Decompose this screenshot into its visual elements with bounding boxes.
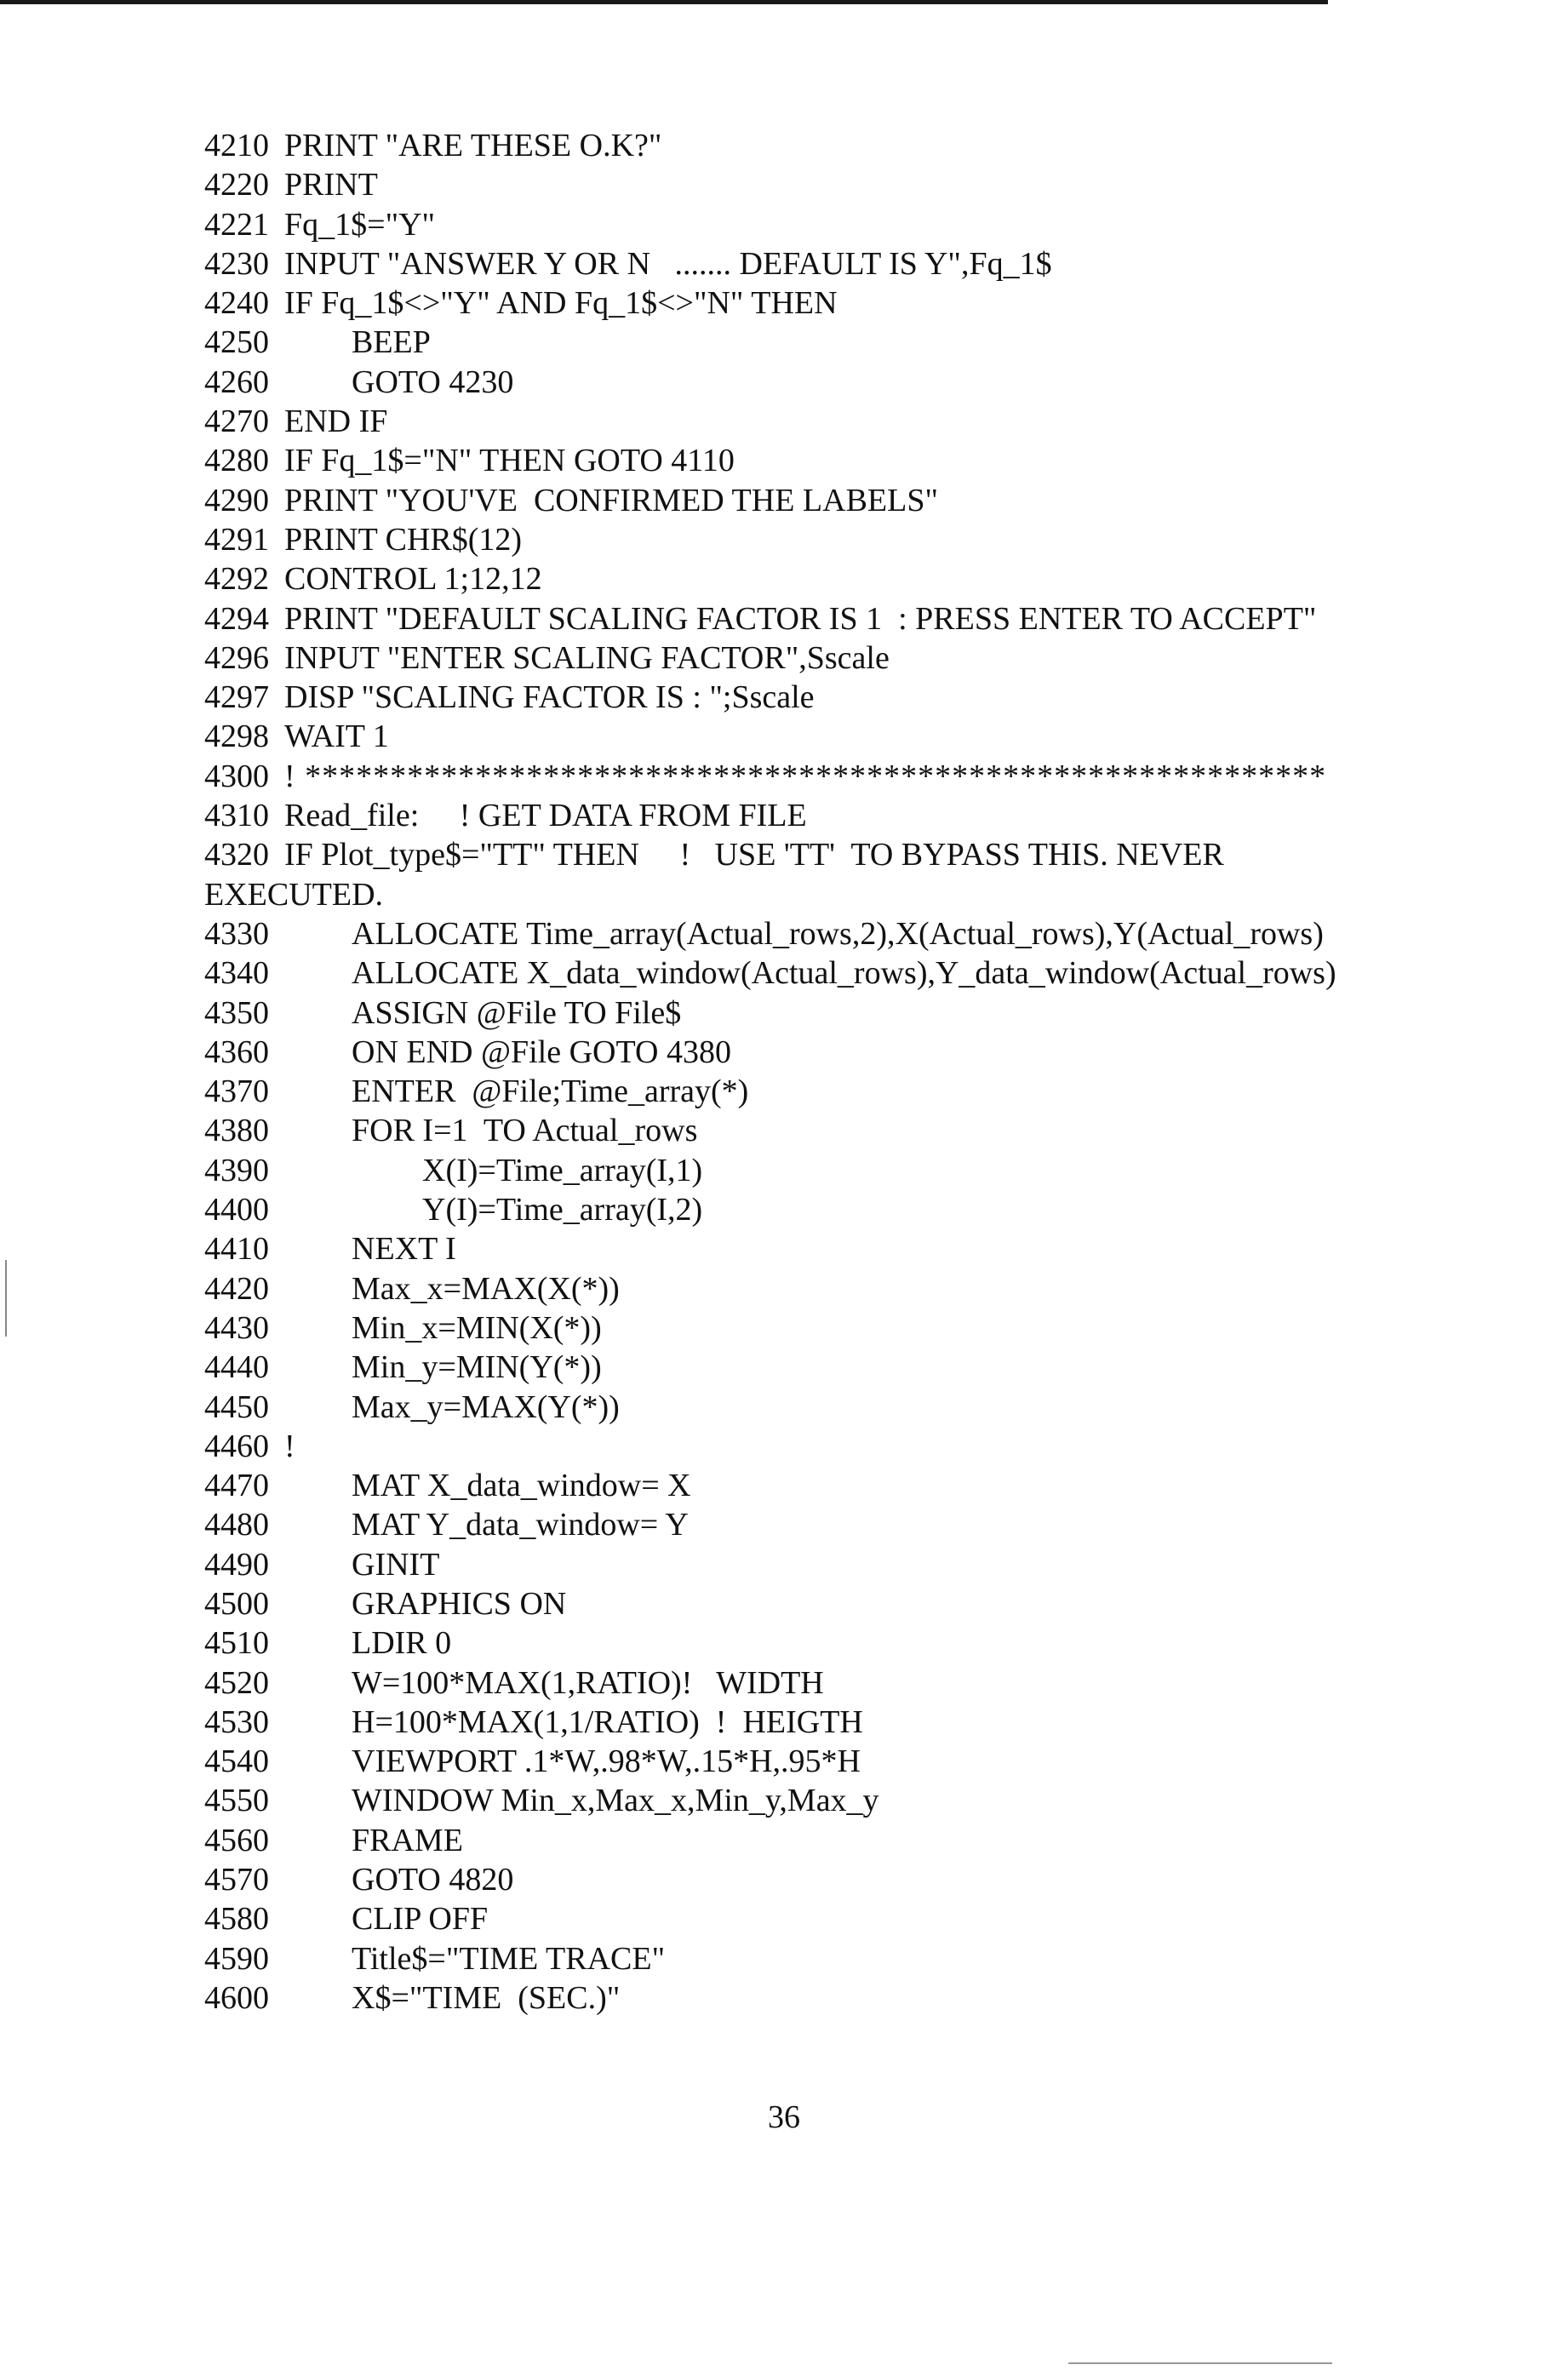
line-number: 4210 (204, 128, 269, 163)
line-code: Read_file: ! GET DATA FROM FILE (284, 798, 807, 834)
line-code: Min_x=MIN(X(*)) (352, 1309, 602, 1346)
code-line-4470 (204, 1466, 1422, 1505)
code-line-4230 (204, 244, 1422, 283)
line-code: X$="TIME (SEC.)" (352, 1979, 621, 2016)
code-line-4220 (204, 165, 1422, 204)
line-number: 4390 (204, 1152, 269, 1188)
bottom-border-rule (1068, 2362, 1332, 2364)
line-code: Max_x=MAX(X(*)) (352, 1270, 620, 1307)
line-number: 4380 (204, 1113, 269, 1149)
code-line-continuation (204, 875, 1422, 914)
code-line-4480 (204, 1505, 1422, 1544)
line-number: 4320 (204, 837, 269, 873)
code-line-4360 (204, 1033, 1422, 1072)
line-number: 4290 (204, 482, 269, 518)
code-line-4370 (204, 1072, 1422, 1111)
line-number: 4440 (204, 1349, 269, 1386)
code-line-4530 (204, 1703, 1422, 1742)
line-number: 4430 (204, 1309, 269, 1346)
line-code: END IF (284, 404, 388, 440)
line-code: IF Fq_1$="N" THEN GOTO 4110 (284, 443, 735, 479)
line-code: W=100*MAX(1,RATIO)! WIDTH (352, 1664, 824, 1701)
line-number: 4450 (204, 1388, 269, 1425)
line-code: Max_y=MAX(Y(*)) (352, 1388, 620, 1425)
line-number: 4400 (204, 1192, 269, 1228)
code-line-4540 (204, 1742, 1422, 1781)
line-code: GOTO 4820 (352, 1862, 514, 1898)
line-number: 4260 (204, 364, 269, 400)
line-number: 4300 (204, 758, 269, 794)
line-number: 4590 (204, 1940, 269, 1977)
line-code: PRINT "ARE THESE O.K?" (284, 128, 662, 163)
line-code: VIEWPORT .1*W,.98*W,.15*H,.95*H (352, 1743, 861, 1780)
line-number: 4550 (204, 1783, 269, 1819)
code-line-4380 (204, 1111, 1422, 1150)
line-code: CONTROL 1;12,12 (284, 561, 542, 598)
line-code: PRINT CHR$(12) (284, 521, 523, 558)
top-border-rule (0, 0, 1328, 4)
code-line-4221 (204, 205, 1422, 244)
line-code: ! (284, 1428, 295, 1464)
line-code: FRAME (352, 1822, 463, 1858)
code-line-4240 (204, 283, 1422, 323)
line-number: 4230 (204, 245, 269, 282)
code-line-4310 (204, 796, 1422, 835)
line-number: 4250 (204, 324, 269, 361)
line-code: WINDOW Min_x,Max_x,Min_y,Max_y (352, 1783, 879, 1819)
code-line-4550 (204, 1781, 1422, 1820)
code-line-4290 (204, 481, 1422, 520)
line-code: Title$="TIME TRACE" (352, 1940, 666, 1977)
line-code: IF Fq_1$<>"Y" AND Fq_1$<>"N" THEN (284, 285, 838, 322)
code-line-4330 (204, 914, 1422, 953)
line-code: Min_y=MIN(Y(*)) (352, 1349, 602, 1386)
line-number: 4220 (204, 167, 269, 203)
line-code: Fq_1$="Y" (284, 206, 436, 243)
line-code: GRAPHICS ON (352, 1585, 567, 1622)
line-code: LDIR 0 (352, 1625, 452, 1662)
code-line-4350 (204, 993, 1422, 1033)
code-line-4400 (204, 1190, 1422, 1229)
code-line-4296 (204, 638, 1422, 678)
code-line-4292 (204, 559, 1422, 598)
line-code: IF Plot_type$="TT" THEN ! USE 'TT' TO BYPASS THIS. NEVER (284, 837, 1224, 873)
line-code: ! ************************************************************ (284, 758, 1327, 794)
code-line-4440 (204, 1348, 1422, 1387)
code-line-4410 (204, 1229, 1422, 1268)
code-line-4280 (204, 441, 1422, 480)
line-number: 4330 (204, 915, 269, 952)
line-code: BEEP (352, 324, 431, 361)
line-code: ASSIGN @File TO File$ (352, 994, 682, 1031)
line-code: ALLOCATE Time_array(Actual_rows,2),X(Actual_rows),Y(Actual_rows) (352, 915, 1324, 952)
line-number: 4297 (204, 679, 269, 716)
line-number: 4280 (204, 443, 269, 479)
line-code: INPUT "ENTER SCALING FACTOR",Sscale (284, 639, 890, 676)
line-code: Y(I)=Time_array(I,2) (422, 1192, 703, 1228)
line-code: ENTER @File;Time_array(*) (352, 1073, 749, 1110)
line-code: WAIT 1 (284, 719, 389, 755)
line-number: 4298 (204, 719, 269, 755)
line-number: 4240 (204, 285, 269, 322)
line-code: GOTO 4230 (352, 364, 514, 400)
code-line-4270 (204, 402, 1422, 441)
line-code: ON END @File GOTO 4380 (352, 1033, 731, 1070)
line-number: 4296 (204, 639, 269, 676)
line-number: 4360 (204, 1033, 269, 1070)
line-number: 4470 (204, 1468, 269, 1504)
line-code: MAT Y_data_window= Y (352, 1507, 689, 1543)
line-code: PRINT "DEFAULT SCALING FACTOR IS 1 : PRESS ENTER TO ACCEPT" (284, 600, 1317, 637)
line-code: PRINT (284, 167, 378, 203)
line-number: 4530 (204, 1703, 269, 1740)
margin-mark (5, 1260, 7, 1337)
line-number: 4460 (204, 1428, 269, 1464)
line-number: 4490 (204, 1546, 269, 1583)
line-code: NEXT I (352, 1231, 456, 1268)
line-number: 4410 (204, 1231, 269, 1268)
line-number: 4370 (204, 1073, 269, 1110)
code-line-4570 (204, 1860, 1422, 1899)
code-line-4450 (204, 1388, 1422, 1427)
line-code: ALLOCATE X_data_window(Actual_rows),Y_data_window(Actual_rows) (352, 955, 1336, 992)
code-line-4300 (204, 757, 1422, 796)
line-number: 4291 (204, 521, 269, 558)
line-number: 4350 (204, 994, 269, 1031)
line-code: FOR I=1 TO Actual_rows (352, 1113, 698, 1149)
code-line-4298 (204, 717, 1422, 756)
line-code: INPUT "ANSWER Y OR N ....... DEFAULT IS Y",Fq_1$ (284, 245, 1052, 282)
line-number: 4520 (204, 1664, 269, 1701)
code-listing (204, 126, 1422, 2018)
line-number: 4560 (204, 1822, 269, 1858)
line-code: PRINT "YOU'VE CONFIRMED THE LABELS" (284, 482, 938, 518)
code-line-4590 (204, 1939, 1422, 1978)
line-number: 4540 (204, 1743, 269, 1780)
code-line-4297 (204, 678, 1422, 717)
code-line-4294 (204, 599, 1422, 638)
line-code: MAT X_data_window= X (352, 1468, 691, 1504)
page-number: 36 (768, 2099, 800, 2135)
line-number: 4480 (204, 1507, 269, 1543)
line-code: CLIP OFF (352, 1901, 489, 1938)
code-line-4340 (204, 953, 1422, 993)
code-line-4520 (204, 1663, 1422, 1703)
line-number: 4221 (204, 206, 269, 243)
line-number: 4500 (204, 1585, 269, 1622)
code-line-4500 (204, 1584, 1422, 1623)
code-line-4600 (204, 1978, 1422, 2018)
code-line-4250 (204, 323, 1422, 362)
code-line-4390 (204, 1151, 1422, 1190)
line-number: 4570 (204, 1862, 269, 1898)
line-code: X(I)=Time_array(I,1) (422, 1152, 703, 1188)
line-number: 4270 (204, 404, 269, 440)
line-number: 4420 (204, 1270, 269, 1307)
code-line-4210 (204, 126, 1422, 165)
code-line-4580 (204, 1899, 1422, 1938)
code-line-4320 (204, 835, 1422, 874)
line-code: DISP "SCALING FACTOR IS : ";Sscale (284, 679, 815, 716)
line-number: 4510 (204, 1625, 269, 1662)
line-number: 4294 (204, 600, 269, 637)
line-code: H=100*MAX(1,1/RATIO) ! HEIGTH (352, 1703, 863, 1740)
line-number: 4580 (204, 1901, 269, 1938)
code-line-4420 (204, 1269, 1422, 1308)
code-line-4291 (204, 520, 1422, 559)
line-number: 4600 (204, 1979, 269, 2016)
code-line-4510 (204, 1623, 1422, 1663)
code-line-4260 (204, 363, 1422, 402)
line-code: EXECUTED. (204, 876, 384, 913)
line-number: 4310 (204, 798, 269, 834)
line-number: 4292 (204, 561, 269, 598)
code-line-4490 (204, 1545, 1422, 1584)
line-code: GINIT (352, 1546, 440, 1583)
code-line-4460 (204, 1427, 1422, 1466)
code-line-4430 (204, 1308, 1422, 1348)
line-number: 4340 (204, 955, 269, 992)
code-line-4560 (204, 1821, 1422, 1860)
